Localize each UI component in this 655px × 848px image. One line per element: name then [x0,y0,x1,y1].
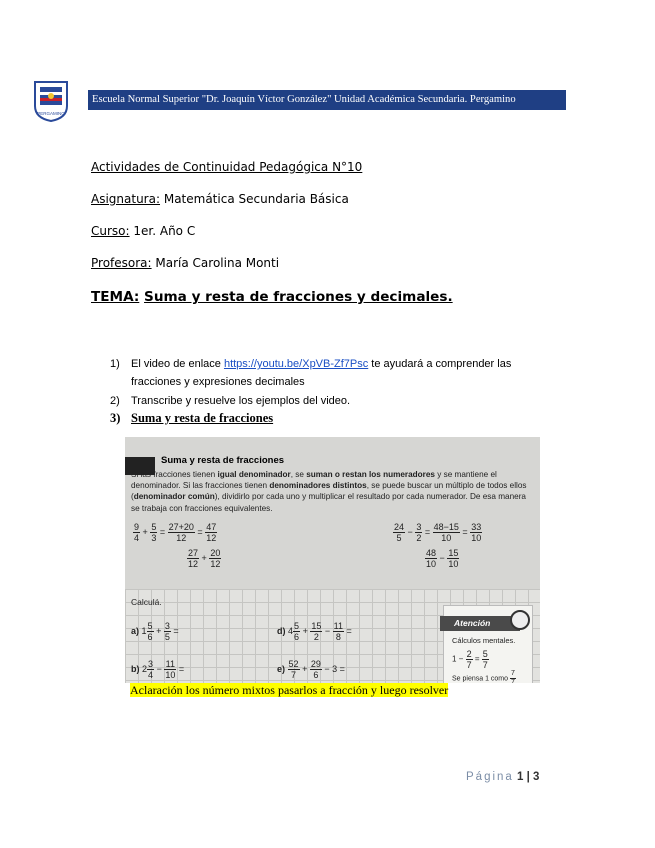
example-1: $\frac{9}{4}$ + $\frac{5}{3}$ = $\frac{27+20}{12}$ = $\frac{47}{12}$ [134,522,217,543]
exercise-d: d) 4 $\frac{5}{6}$ + $\frac{15}{2}$ − $\frac{11}{8}$ = [277,621,352,642]
fraction: $\frac{11}{8}$ [333,621,343,642]
subject-value: Matemática Secundaria Básica [163,192,349,206]
fraction: $\frac{24}{5}$ [394,522,405,543]
list-item-2: Transcribe y resuelve los ejemplos del video. [131,395,351,407]
topic-label: TEMA: [91,289,140,305]
para-text: , se [290,470,307,479]
fraction: $\frac{11}{10}$ [165,659,176,680]
fraction: $\frac{15}{2}$ [311,621,322,642]
list-item-1-tail: te ayudará a comprender las [368,358,512,370]
clock-icon [510,610,530,630]
para-bold: suman o restan los numeradores [306,470,435,479]
attention-line-2: 1 − $\frac{2}{7}$ = $\frac{5}{7}$ [452,649,488,670]
list-number-1: 1) [110,358,120,370]
fraction: $\frac{2}{7}$ [466,649,472,670]
exercise-e: e) $\frac{52}{7}$ + $\frac{29}{6}$ − 3 = [277,659,345,680]
school-crest-logo [33,80,69,122]
example-1-expansion: $\frac{27}{12}$ + $\frac{20}{12}$ [188,548,221,569]
school-name-banner: Escuela Normal Superior "Dr. Joaquín Víctor González" Unidad Académica Secundaria. Pergamino [88,90,566,110]
fraction: $\frac{20}{12}$ [210,548,221,569]
fraction: $\frac{7}{7}$ [511,670,515,683]
fraction: $\frac{52}{7}$ [288,659,299,680]
fraction: $\frac{47}{12}$ [206,522,217,543]
fraction: $\frac{3}{4}$ [148,659,154,680]
video-link[interactable]: https://youtu.be/XpVB-Zf7Psc [223,358,369,370]
attention-box [443,605,533,683]
fraction: $\frac{27+20}{12}$ [168,522,194,543]
para-bold: igual denominador [217,470,291,479]
teacher-line [91,256,279,270]
page-footer [466,771,539,783]
list-item-1 [131,358,511,370]
example-2: $\frac{24}{5}$ − $\frac{3}{2}$ = $\frac{48-15}{10}$ = $\frac{33}{10}$ [394,522,482,543]
para-bold: denominador común [133,492,215,502]
fraction: $\frac{33}{10}$ [471,522,482,543]
fraction: $\frac{48-15}{10}$ [433,522,459,543]
footer-page-number: 1 [517,771,524,783]
course-value: 1er. Año C [133,224,196,238]
para-text: ), dividirlo por cada uno y multiplicar el resultado por cada numerador. De esa manera se trabaja con fracciones equivalentes. [131,492,526,513]
attention-line-1: Cálculos mentales. [452,636,516,645]
list-item-1-line2: fracciones y expresiones decimales [131,376,305,388]
course-line [91,224,195,238]
fraction: $\frac{15}{10}$ [448,548,459,569]
textbook-paragraph [131,469,536,514]
exercise-a: a) 1 $\frac{5}{6}$ + $\frac{3}{5}$ = [131,621,179,642]
fraction: $\frac{5}{7}$ [482,649,488,670]
list-item-1-text: El video de enlace [131,358,224,370]
fraction: $\frac{5}{3}$ [151,522,157,543]
exercise-b: b) 2 $\frac{3}{4}$ − $\frac{11}{10}$ = [131,659,185,680]
subject-label: Asignatura: [91,192,161,206]
calc-label: Calculá. [131,597,162,607]
fraction: $\frac{9}{4}$ [134,522,140,543]
para-text: Si las fracciones tienen [131,470,218,479]
footer-page-total: 3 [533,771,540,783]
list-number-2: 2) [110,395,120,407]
para-bold: denominadores distintos [269,481,367,491]
topic-heading [91,289,453,305]
fraction: $\frac{5}{6}$ [294,621,300,642]
para-text: , se puede buscar un múltiplo de todos ellos ( [131,481,527,502]
fraction: $\frac{29}{6}$ [310,659,321,680]
teacher-label: Profesora: [91,256,152,270]
attention-title: Atención [440,616,520,631]
topic-value: Suma y resta de fracciones y decimales. [144,289,453,305]
list-item-3-heading: Suma y resta de fracciones [131,411,274,425]
activity-title [91,160,362,174]
textbook-title: Suma y resta de fracciones [161,455,285,466]
fraction: $\frac{3}{5}$ [164,621,170,642]
activity-title-text: Actividades de Continuidad Pedagógica N°10 [91,160,363,174]
textbook-excerpt-image [125,437,540,683]
para-text: y se mantiene el denominador. Si las fracciones tienen [131,470,497,491]
attention-line-3: Se piensa 1 como $\frac{7}{7}$ [452,670,516,683]
footer-page-word: Página [466,771,514,783]
list-number-3: 3) [110,411,121,425]
fraction: $\frac{5}{6}$ [147,621,153,642]
highlighted-note: Aclaración los número mixtos pasarlos a fracción y luego resolver [130,683,449,697]
subject-line [91,192,349,206]
teacher-value: María Carolina Monti [155,256,280,270]
example-2-expansion: $\frac{48}{10}$ − $\frac{15}{10}$ [426,548,459,569]
fraction: $\frac{27}{12}$ [188,548,199,569]
fraction: $\frac{3}{2}$ [416,522,422,543]
fraction: $\frac{48}{10}$ [426,548,437,569]
crest-caption: PERGAMINO [37,111,65,116]
footer-separator: | [526,771,530,783]
course-label: Curso: [91,224,130,238]
